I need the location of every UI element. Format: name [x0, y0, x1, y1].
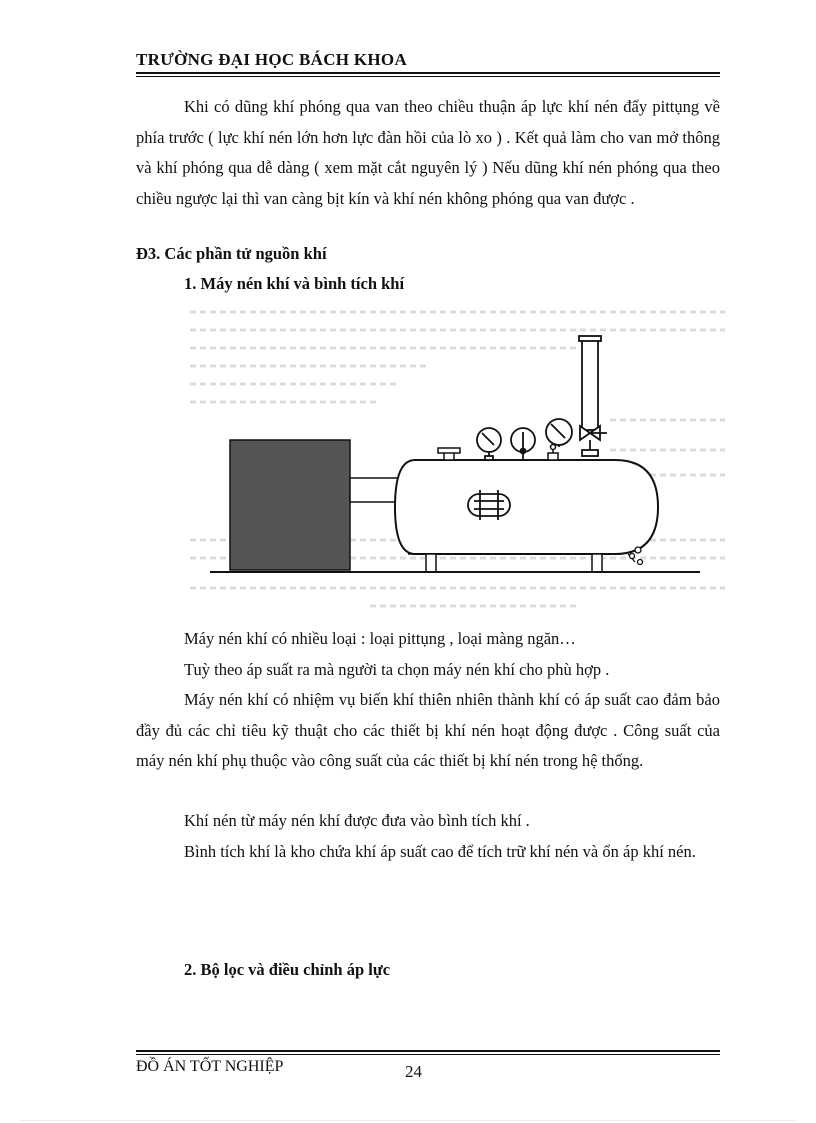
paragraph-choose-compressor: Tuỳ theo áp suất ra mà người ta chọn máy nén khí cho phù hợp .	[184, 660, 610, 679]
subsection-heading-compressor: 1. Máy nén khí và bình tích khí	[184, 274, 405, 293]
connecting-pipe	[350, 478, 398, 502]
compressor-tank-diagram	[180, 300, 740, 620]
paragraph-air-flow: Khí nén từ máy nén khí được đưa vào bình tích khí .	[184, 811, 530, 830]
footer-label: ĐỒ ÁN TỐT NGHIỆP	[136, 1058, 284, 1075]
thermometer-gauge	[511, 428, 535, 460]
header-rule-top	[136, 72, 720, 74]
header-rule-bottom	[136, 76, 720, 77]
inlet-nozzle	[438, 448, 460, 460]
pressure-gauge-2	[546, 419, 572, 447]
section-heading: Đ3. Các phần tử nguồn khí	[136, 244, 327, 263]
paragraph-storage-tank: Bình tích khí là kho chứa khí áp suất cao để tích trữ khí nén và ổn áp khí nén.	[184, 842, 696, 861]
pressure-gauge-1	[477, 428, 501, 460]
page-bottom-border	[20, 1120, 796, 1121]
footer-rule-top	[136, 1050, 720, 1052]
subsection-heading-filter: 2. Bộ lọc và điều chỉnh áp lực	[184, 960, 391, 979]
small-valve	[548, 445, 558, 461]
compressor-tank-figure	[180, 300, 740, 620]
footer-rule-bottom	[136, 1054, 720, 1055]
intro-paragraph: Khi có dũng khí phóng qua van theo chiều thuận áp lực khí nén đẩy pittụng về phía trước ( lực khí nén lớn hơn lực đàn hồi của lò xo ) . Kết quả làm cho van mở thông và khí phóng qua dễ dàng ( xem mặt cắt nguyên lý ) Nếu dũng khí nén phóng qua theo chiều ngược lại thì van càng bịt kín và khí nén không phóng qua van được .	[136, 97, 720, 208]
tank-body	[395, 460, 658, 554]
compressor-block	[230, 440, 350, 570]
page-number: 24	[405, 1062, 422, 1081]
paragraph-compressor-task: Máy nén khí có nhiệm vụ biến khí thiên nhiên thành khí có áp suất cao đảm bảo đầy đủ các chỉ tiêu kỹ thuật cho các thiết bị khí nén hoạt động được . Công suất của máy nén khí phụ thuộc vào công suất của các thiết bị khí nén trong hệ thống.	[136, 690, 720, 770]
manhole	[468, 490, 510, 520]
page-header-title: TRƯỜNG ĐẠI HỌC BÁCH KHOA	[136, 50, 408, 69]
safety-valve-stack	[579, 336, 607, 456]
paragraph-compressor-types: Máy nén khí có nhiều loại : loại pittụng , loại màng ngăn…	[184, 629, 576, 648]
